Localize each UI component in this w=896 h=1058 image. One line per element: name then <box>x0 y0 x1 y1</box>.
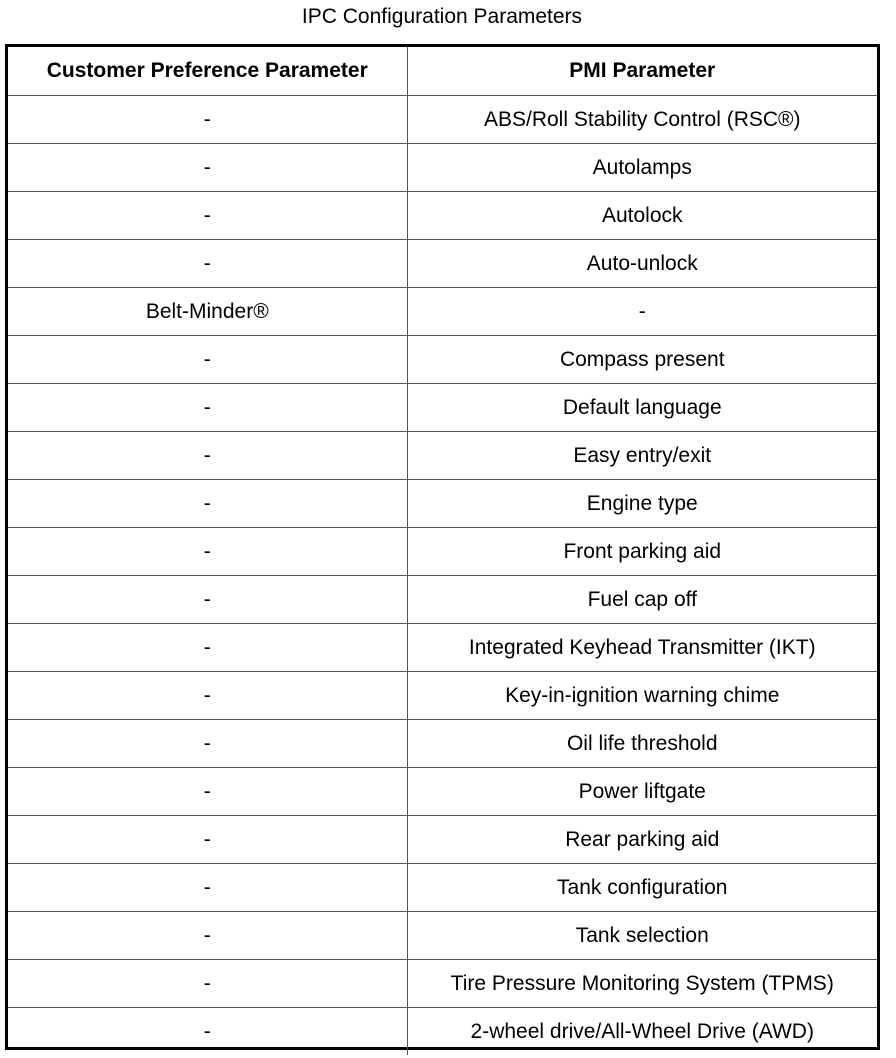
table-row <box>8 912 877 960</box>
customer-preference-cell: - <box>8 336 407 384</box>
customer-preference-cell: - <box>8 624 407 672</box>
table-row <box>8 480 877 528</box>
pmi-parameter-cell: Default language <box>407 384 877 432</box>
customer-preference-cell: - <box>8 1008 407 1056</box>
pmi-parameter-cell: Oil life threshold <box>407 720 877 768</box>
pmi-parameter-cell: Rear parking aid <box>407 816 877 864</box>
customer-preference-cell: - <box>8 672 407 720</box>
customer-preference-cell: - <box>8 192 407 240</box>
table-row <box>8 288 877 336</box>
table-row <box>8 384 877 432</box>
customer-preference-cell: - <box>8 384 407 432</box>
table-row <box>8 336 877 384</box>
pmi-parameter-cell: Auto-unlock <box>407 240 877 288</box>
parameters-table-container <box>5 44 880 1050</box>
customer-preference-cell: - <box>8 144 407 192</box>
customer-preference-cell: - <box>8 768 407 816</box>
table-row <box>8 864 877 912</box>
table-row <box>8 144 877 192</box>
table-row <box>8 672 877 720</box>
page-title: IPC Configuration Parameters <box>301 5 583 28</box>
customer-preference-cell: - <box>8 576 407 624</box>
pmi-parameter-cell: Fuel cap off <box>407 576 877 624</box>
pmi-parameter-cell: ABS/Roll Stability Control (RSC®) <box>407 96 877 144</box>
customer-preference-cell: - <box>8 864 407 912</box>
table-row <box>8 624 877 672</box>
pmi-parameter-cell: Front parking aid <box>407 528 877 576</box>
pmi-parameter-cell: Autolamps <box>407 144 877 192</box>
customer-preference-cell: - <box>8 528 407 576</box>
pmi-parameter-cell: Power liftgate <box>407 768 877 816</box>
pmi-parameter-cell: Engine type <box>407 480 877 528</box>
customer-preference-cell: - <box>8 96 407 144</box>
pmi-parameter-cell: - <box>407 288 877 336</box>
pmi-parameter-cell: Tank selection <box>407 912 877 960</box>
pmi-parameter-cell: Autolock <box>407 192 877 240</box>
table-row <box>8 816 877 864</box>
table-row <box>8 960 877 1008</box>
pmi-parameter-cell: Integrated Keyhead Transmitter (IKT) <box>407 624 877 672</box>
pmi-parameter-cell: Compass present <box>407 336 877 384</box>
customer-preference-cell: - <box>8 432 407 480</box>
table-row <box>8 576 877 624</box>
header-pmi-parameter: PMI Parameter <box>407 47 877 96</box>
pmi-parameter-cell: Key-in-ignition warning chime <box>407 672 877 720</box>
table-row <box>8 1008 877 1056</box>
table-row <box>8 528 877 576</box>
table-row <box>8 432 877 480</box>
pmi-parameter-cell: Tank configuration <box>407 864 877 912</box>
pmi-parameter-cell: 2-wheel drive/All-Wheel Drive (AWD) <box>407 1008 877 1056</box>
customer-preference-cell: - <box>8 720 407 768</box>
table-row <box>8 96 877 144</box>
table-header-row <box>8 47 877 96</box>
table-row <box>8 720 877 768</box>
customer-preference-cell: - <box>8 960 407 1008</box>
header-customer-preference: Customer Preference Parameter <box>8 47 407 96</box>
customer-preference-cell: - <box>8 480 407 528</box>
pmi-parameter-cell: Easy entry/exit <box>407 432 877 480</box>
table-body <box>8 96 877 1056</box>
customer-preference-cell: - <box>8 912 407 960</box>
pmi-parameter-cell: Tire Pressure Monitoring System (TPMS) <box>407 960 877 1008</box>
customer-preference-cell: - <box>8 816 407 864</box>
customer-preference-cell: Belt-Minder® <box>8 288 407 336</box>
parameters-table <box>8 47 877 1055</box>
table-row <box>8 240 877 288</box>
table-row <box>8 768 877 816</box>
customer-preference-cell: - <box>8 240 407 288</box>
table-row <box>8 192 877 240</box>
